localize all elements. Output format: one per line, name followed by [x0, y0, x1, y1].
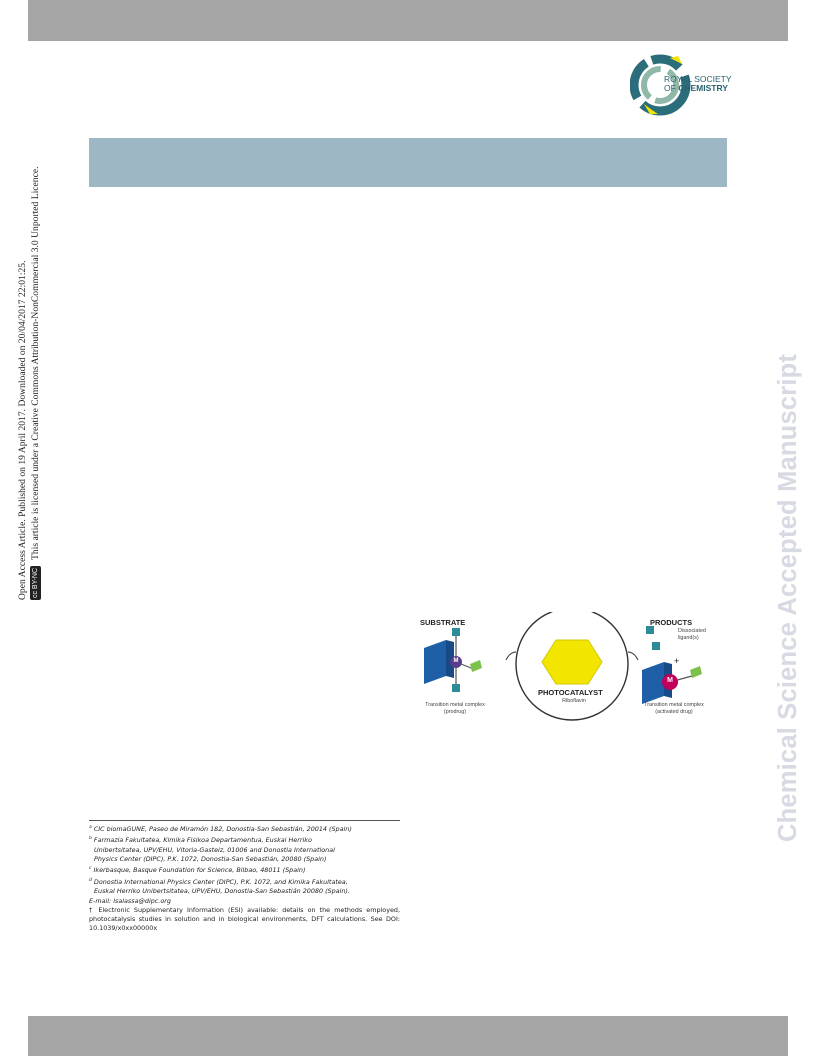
product-block [642, 662, 664, 704]
ligand-cube-bottom [452, 684, 460, 692]
footnote-b-line2: Unibertsitatea, UPV/EHU, Vitoria-Gasteiz, 01006 and Donostia International [94, 845, 335, 854]
metal-label-right: M [667, 677, 673, 684]
substrate-block [424, 640, 446, 684]
product-ligand-green [690, 666, 702, 678]
ligand-cube-top [452, 628, 460, 636]
header-bar [28, 0, 788, 41]
prodrug-caption [420, 702, 490, 715]
dissociated-line2: ligand(s) [678, 634, 699, 641]
footnote-d [89, 876, 400, 897]
rsc-logo-text [664, 75, 732, 93]
logo-line1: ROYAL SOCIETY [664, 74, 732, 84]
prodrug-caption-2: (prodrug) [443, 708, 467, 715]
manuscript-watermark: Chemical Science Accepted Manuscript [774, 353, 802, 842]
footnote-a [89, 823, 400, 834]
prodrug-caption-1: Transition metal complex [425, 702, 485, 708]
license-link[interactable]: This article is licensed under a Creative Commons Attribution-NonCommercial 3.0 Unported Licence. [30, 166, 41, 560]
dissociated-cube-2 [652, 642, 660, 650]
toc-figure [420, 612, 730, 732]
article-title-banner [89, 138, 727, 187]
access-line1: Open Access Article. Published on 19 April 2017. Downloaded on 20/04/2017 22:01:25. [17, 260, 28, 600]
riboflavin-label: Riboflavin [562, 698, 586, 704]
riboflavin-hexagon [542, 640, 602, 684]
plus-sign: + [674, 656, 680, 666]
cc-license-badge[interactable]: cc BY-NC [32, 567, 39, 599]
footnotes [89, 823, 400, 934]
footnote-b-line1: Farmazia Fakultatea, Kimika Fisikoa Departamentua, Euskal Herriko [93, 836, 312, 845]
dissociated-line1: Dissociated [678, 628, 706, 634]
footnote-d-marker: d [89, 877, 92, 883]
footnote-d-line1: Donostia International Physics Center (DIPC), P.K. 1072, and Kimika Fakultatea, [93, 877, 348, 886]
logo-line2: OF [664, 83, 676, 93]
footnote-d-line2: Euskal Herriko Unibertsitatea, UPV/EHU, Donostia-San Sebastián 20080 (Spain). [94, 887, 350, 896]
logo-line3: CHEMISTRY [678, 83, 728, 93]
activated-caption-1: Transition metal complex [644, 702, 704, 708]
footnote-b-marker: b [89, 836, 92, 842]
footnote-b [89, 834, 400, 864]
dissociated-cube-1 [646, 626, 654, 634]
substrate-label: SUBSTRATE [420, 618, 466, 627]
products-label: PRODUCTS [650, 618, 693, 627]
ligand-green [470, 660, 482, 672]
access-statement [16, 100, 42, 600]
esi-note: † Electronic Supplementary Information (ESI) available: details on the methods employed, photocatalysis studies in solution and in biological environments, DFT calculations. See DOI: 10.1039/x0xx00000x [89, 905, 400, 933]
footnote-c [89, 864, 400, 875]
activated-drug-caption [634, 702, 714, 715]
metal-label-left: M [453, 658, 459, 664]
footnote-rule [89, 820, 400, 821]
photocatalyst-label: PHOTOCATALYST [538, 688, 603, 697]
footnote-a-marker: a [89, 825, 92, 830]
activated-caption-2: (activated drug) [655, 708, 693, 715]
footnote-c-text: Ikerbasque, Basque Foundation for Science, Bilbao, 48011 (Spain) [93, 866, 306, 875]
footnote-c-marker: c [89, 866, 92, 872]
corresponding-email[interactable]: E-mail: lsalassa@dipc.org [89, 896, 171, 905]
footnote-a-text: CIC biomaGUNE, Paseo de Miramón 182, Donostia-San Sebastián, 20014 (Spain) [93, 825, 352, 834]
footer-bar [28, 1016, 788, 1056]
footnote-b-line3: Physics Center (DIPC), P.K. 1072, Donostia-San Sebastián, 20080 (Spain) [94, 855, 327, 864]
dissociated-label [678, 628, 722, 641]
